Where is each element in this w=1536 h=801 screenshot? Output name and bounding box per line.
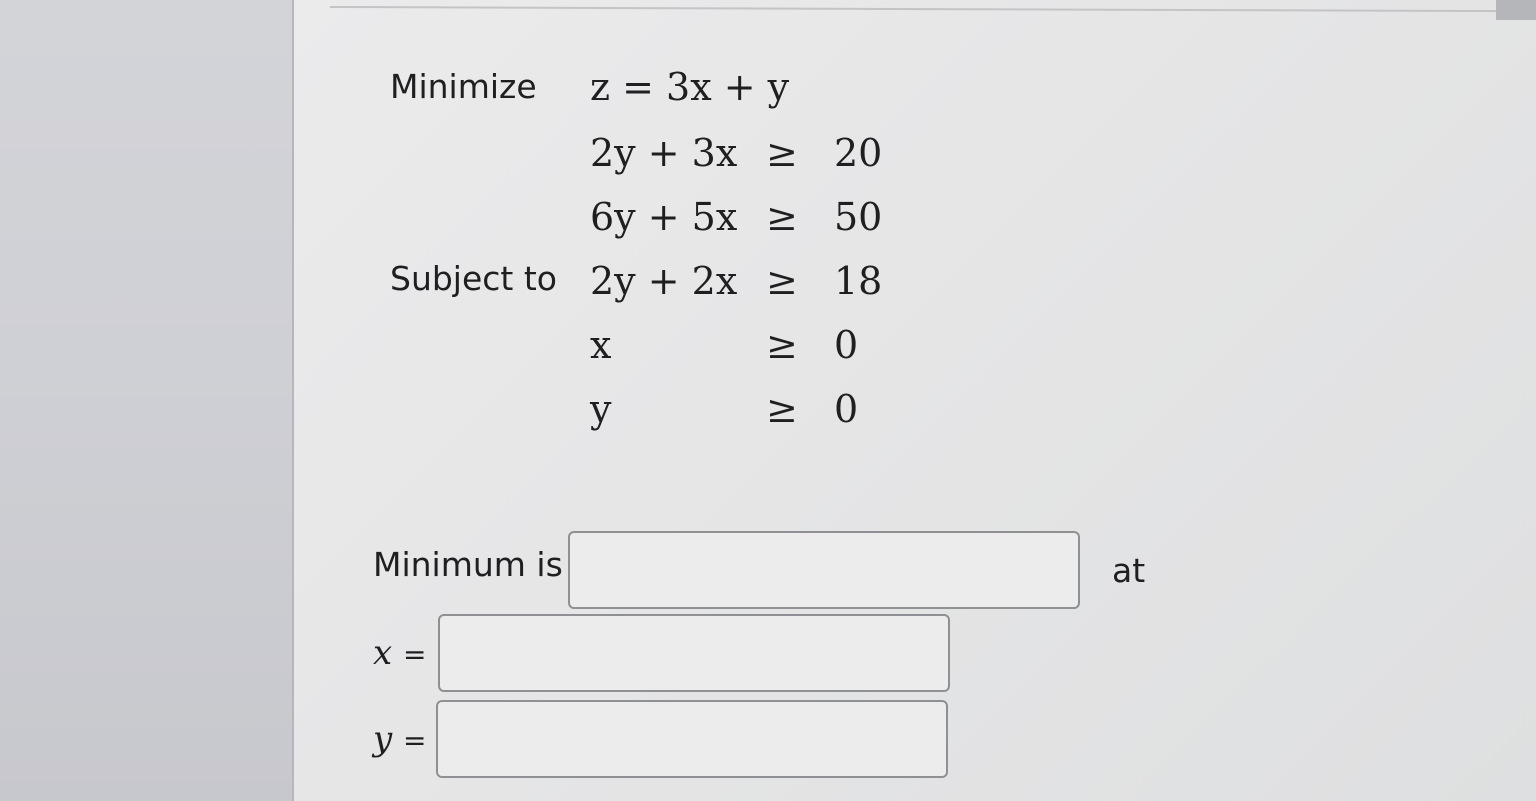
constraint-4-lhs: x	[590, 323, 612, 367]
y-variable: y	[373, 719, 393, 759]
constraint-4-rhs: 0	[834, 323, 859, 367]
x-label	[373, 633, 427, 673]
constraint-2-rhs: 50	[834, 195, 883, 239]
constraint-1-rhs: 20	[834, 131, 883, 175]
constraint-5-lhs: y	[590, 387, 612, 431]
minimum-value-input[interactable]	[568, 531, 1080, 609]
constraints-label: Subject to	[390, 259, 557, 298]
y-label	[373, 719, 427, 759]
left-margin	[0, 0, 292, 801]
constraint-3-relation: ≥	[766, 259, 798, 303]
constraint-1-lhs: 2y + 3x	[590, 131, 738, 175]
constraint-5-relation: ≥	[766, 387, 798, 431]
constraint-1-relation: ≥	[766, 131, 798, 175]
objective-label: Minimize	[390, 67, 537, 106]
minimum-label: Minimum is	[373, 545, 563, 584]
constraint-5-rhs: 0	[834, 387, 859, 431]
objective-function: z = 3x + y	[590, 65, 790, 109]
constraint-4-relation: ≥	[766, 323, 798, 367]
constraint-2-lhs: 6y + 5x	[590, 195, 738, 239]
constraint-2-relation: ≥	[766, 195, 798, 239]
x-equals-sign: =	[403, 638, 427, 671]
y-value-input[interactable]	[436, 700, 948, 778]
constraint-3-rhs: 18	[834, 259, 883, 303]
constraint-3-lhs: 2y + 2x	[590, 259, 738, 303]
x-variable: x	[373, 633, 393, 673]
x-value-input[interactable]	[438, 614, 950, 692]
at-label: at	[1112, 551, 1146, 590]
corner-shadow	[1496, 0, 1536, 20]
y-equals-sign: =	[403, 724, 427, 757]
